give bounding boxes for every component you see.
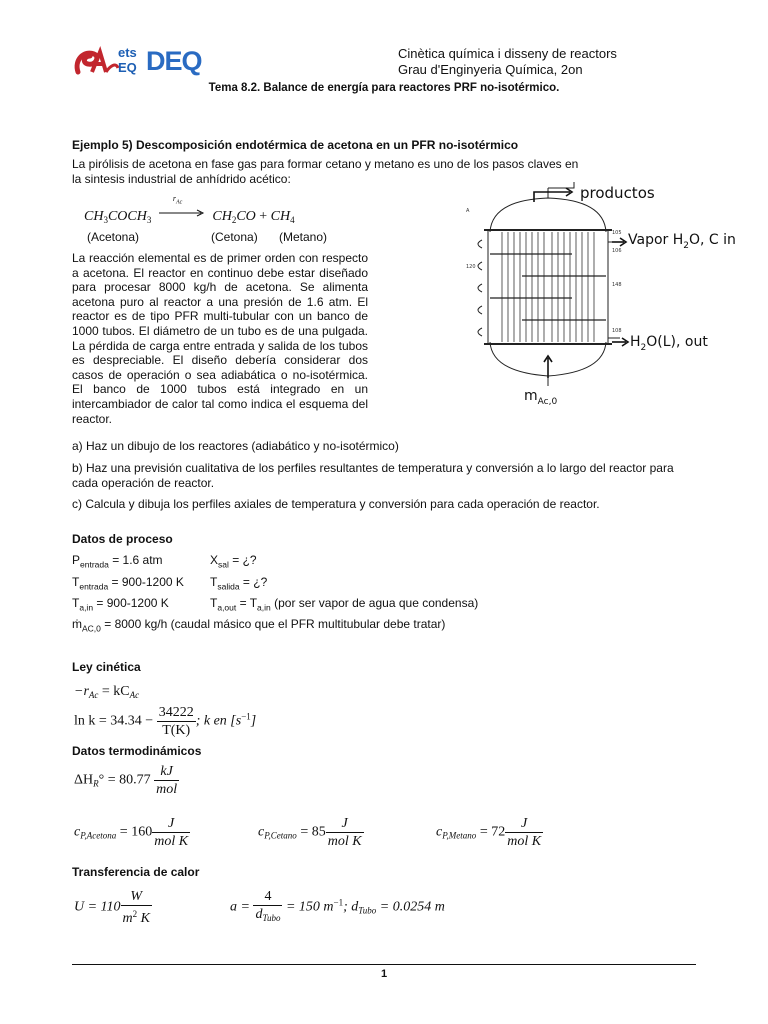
course-info bbox=[398, 46, 617, 78]
cp-cetano-den: mol K bbox=[327, 834, 362, 849]
label-feed-text: m bbox=[524, 388, 538, 404]
name-acetona: (Acetona) bbox=[87, 230, 140, 244]
product-1-sub: 2 bbox=[231, 215, 237, 225]
cp-metano bbox=[436, 815, 543, 850]
name-cetona: (Cetona) bbox=[211, 230, 258, 244]
cp-acetona-fraction bbox=[152, 815, 190, 850]
rate-law bbox=[74, 684, 139, 700]
cp-metano-den: mol K bbox=[507, 834, 542, 849]
t-salida-val: = ¿? bbox=[239, 575, 268, 589]
question-a: a) Haz un dibujo de los reactores (adiabático y no-isotérmico) bbox=[72, 439, 399, 453]
description-paragraph: La reacción elemental es de primer orden con respecto a acetona. El reactor en continuo debe estar diseñado para procesar 8000 kg/h de acetona. Se alimenta acetona puro al reactor a una presión de 1.6 atm. El reactor es de tipo PFR multi-tubular con un banco de 1000 tubos. El diámetro de un tubo es de una pulgada. La pérdida de carga entre entrada y salida de los tubos es despreciable. El diseño debería considerar dos casos de operación o sea adiabática o no-isotérmica. El banco de 1000 tubos está integrado en un intercambiador de calor tal como indica el esquema del reactor. bbox=[72, 251, 368, 426]
a-num: 4 bbox=[253, 888, 282, 906]
dh-lhs: ΔH bbox=[74, 772, 94, 788]
rate-rhs-sub: Ac bbox=[129, 690, 140, 700]
reaction-arrow bbox=[159, 194, 205, 220]
u-den bbox=[121, 906, 152, 927]
x-sal bbox=[210, 553, 257, 572]
a-den-sub: Tubo bbox=[262, 913, 281, 923]
label-vapor-in-end: O, C in bbox=[689, 232, 736, 248]
ta-in-sub: a,in bbox=[79, 602, 94, 613]
dh-num: kJ bbox=[154, 763, 179, 781]
ta-out bbox=[210, 596, 478, 615]
process-data-title: Datos de proceso bbox=[72, 532, 173, 546]
rate-rhs: = kC bbox=[98, 684, 130, 699]
cp-metano-val: = 72 bbox=[476, 824, 506, 840]
u-num: W bbox=[121, 888, 152, 906]
cp-cetano-num: J bbox=[326, 815, 364, 833]
intro-line-1: La pirólisis de acetona en fase gas para formar cetano y metano es uno de los pasos claves en bbox=[72, 157, 579, 171]
arrow-label: r bbox=[172, 194, 176, 203]
label-feed-sub: Ac,0 bbox=[537, 396, 558, 407]
u-fraction bbox=[121, 888, 152, 927]
label-water-out-sub: 2 bbox=[640, 342, 647, 353]
svg-text:106: 106 bbox=[612, 248, 622, 254]
kinetics-title: Ley cinética bbox=[72, 660, 141, 674]
d-sub: Tubo bbox=[358, 905, 377, 916]
school-logo bbox=[70, 42, 230, 82]
d-lhs: ; d bbox=[343, 899, 359, 915]
p-entrada-sub: entrada bbox=[80, 559, 109, 570]
cp-acetona-sub: P,Acetona bbox=[80, 830, 117, 841]
cp-metano-fraction bbox=[505, 815, 543, 850]
ta-out-mid: = T bbox=[236, 596, 258, 610]
x-sal-sub: sal bbox=[218, 559, 229, 570]
arrow-label-sub: Ac bbox=[175, 199, 183, 206]
u-den-sup: 2 bbox=[132, 909, 138, 919]
cp-cetano-val: = 85 bbox=[296, 824, 326, 840]
lnk-units: ; k en [s bbox=[195, 713, 242, 729]
product-2-sub: 4 bbox=[290, 215, 295, 225]
mass-flow bbox=[72, 617, 445, 636]
t-entrada-sym: T bbox=[72, 575, 80, 589]
cp-metano-sub: P,Metano bbox=[442, 830, 477, 841]
reactant: CH bbox=[84, 209, 104, 224]
question-c: c) Calcula y dibuja los perfiles axiales de temperatura y conversión para cada operación de reactor. bbox=[72, 497, 600, 511]
arrow-icon bbox=[159, 208, 205, 218]
cp-acetona bbox=[74, 815, 190, 850]
question-b: b) Haz una previsión cualitativa de los perfiles resultantes de temperatura y conversión a lo largo del reactor para cada operación de reactor. bbox=[72, 461, 674, 490]
cp-cetano bbox=[258, 815, 364, 850]
product-1-end: CO bbox=[236, 209, 256, 224]
example-title: Ejemplo 5) Descomposición endotérmica de acetona en un PFR no-isotérmico bbox=[72, 138, 519, 152]
t-entrada bbox=[72, 575, 184, 594]
label-feed bbox=[524, 388, 557, 407]
x-sal-sym: X bbox=[210, 553, 219, 567]
ta-out-sub: a,out bbox=[217, 602, 237, 613]
reactant-mid: COCH bbox=[107, 209, 147, 224]
u-lhs: U = 110 bbox=[74, 899, 121, 915]
u-den-end: K bbox=[137, 911, 150, 926]
a-val: = 150 m bbox=[285, 899, 334, 915]
t-salida-sub: salida bbox=[217, 581, 240, 592]
course-line-2: Grau d'Enginyeria Química, 2on bbox=[398, 62, 583, 77]
cp-acetona-num: J bbox=[152, 815, 190, 833]
u-equation bbox=[74, 888, 152, 927]
a-fraction bbox=[253, 888, 282, 927]
rate-lhs-sub: Ac bbox=[88, 690, 99, 700]
dh-den: mol bbox=[156, 782, 178, 797]
ta-in-sym: T bbox=[72, 596, 80, 610]
thermo-title: Datos termodinámicos bbox=[72, 744, 202, 758]
logo-mark-icon bbox=[70, 42, 120, 82]
logo-eq: EQ bbox=[118, 60, 137, 75]
ta-out-val: (por ser vapor de agua que condensa) bbox=[270, 596, 479, 610]
dh-sub: R bbox=[93, 778, 99, 789]
topic-title: Tema 8.2. Balance de energía para reactores PRF no-isotérmico. bbox=[208, 82, 560, 94]
svg-text:A: A bbox=[466, 208, 470, 214]
lnk-lhs: ln k = 34.34 − bbox=[74, 713, 154, 729]
logo-ets: ets bbox=[118, 45, 137, 60]
svg-text:105: 105 bbox=[612, 230, 622, 236]
label-water-out bbox=[630, 334, 708, 353]
label-water-out-text: H bbox=[630, 334, 641, 350]
svg-text:108: 108 bbox=[612, 328, 622, 334]
cp-metano-num: J bbox=[505, 815, 543, 833]
mass-flow-val: = 8000 kg/h (caudal másico que el PFR multitubular debe tratar) bbox=[100, 617, 446, 631]
reactor-diagram-icon bbox=[462, 182, 702, 412]
p-entrada-val: = 1.6 atm bbox=[108, 553, 163, 567]
reactant-sub-2: 3 bbox=[146, 215, 152, 225]
t-entrada-val: = 900-1200 K bbox=[108, 575, 184, 589]
ta-out-sub2: a,in bbox=[257, 602, 271, 613]
cp-acetona-sym: c bbox=[74, 824, 81, 840]
a-den-d: d bbox=[255, 907, 263, 922]
course-line-1: Cinètica química i disseny de reactors bbox=[398, 46, 617, 61]
footer-rule bbox=[72, 964, 696, 965]
reactant-sub-1: 3 bbox=[103, 215, 108, 225]
reaction-equation bbox=[84, 194, 295, 225]
cp-acetona-val: = 160 bbox=[116, 824, 153, 840]
arrhenius-equation bbox=[74, 704, 256, 739]
rate-lhs: −r bbox=[74, 684, 89, 699]
lnk-num: 34222 bbox=[158, 705, 194, 720]
cp-acetona-den: mol K bbox=[154, 834, 189, 849]
lnk-den: T(K) bbox=[162, 723, 191, 738]
mass-flow-sym: ṁ bbox=[72, 617, 82, 631]
a-lhs: a = bbox=[230, 899, 250, 915]
svg-text:120: 120 bbox=[466, 264, 476, 270]
p-entrada bbox=[72, 553, 163, 572]
heat-transfer-title: Transferencia de calor bbox=[72, 865, 200, 879]
d-val: = 0.0254 m bbox=[376, 899, 445, 915]
cp-metano-sym: c bbox=[436, 824, 443, 840]
a-den bbox=[253, 906, 282, 927]
enthalpy-equation bbox=[74, 763, 179, 798]
page-number: 1 bbox=[380, 968, 388, 980]
t-entrada-sub: entrada bbox=[79, 581, 109, 592]
lnk-units-sup: −1 bbox=[241, 711, 251, 722]
u-den-m: m bbox=[122, 911, 133, 926]
reactor-figure bbox=[462, 182, 736, 412]
product-2: CH bbox=[270, 209, 291, 224]
label-vapor-in bbox=[628, 232, 736, 251]
cp-cetano-fraction bbox=[326, 815, 364, 850]
ta-in-val: = 900-1200 K bbox=[93, 596, 169, 610]
dh-val: ° = 80.77 bbox=[98, 772, 151, 788]
x-sal-val: = ¿? bbox=[228, 553, 257, 567]
mass-flow-sub: AC,0 bbox=[82, 623, 101, 634]
p-entrada-sym: P bbox=[72, 553, 81, 567]
a-val-sup: −1 bbox=[333, 897, 344, 908]
intro-line-2: la sintesis industrial de anhídrido acético: bbox=[72, 172, 291, 186]
ta-out-sym: T bbox=[210, 596, 218, 610]
name-metano: (Metano) bbox=[279, 230, 328, 244]
plus-sign: + bbox=[259, 209, 268, 224]
cp-cetano-sub: P,Cetano bbox=[264, 830, 297, 841]
dh-fraction bbox=[154, 763, 179, 798]
label-water-out-end: O(L), out bbox=[646, 334, 708, 350]
a-equation bbox=[230, 888, 445, 927]
lnk-fraction bbox=[157, 704, 196, 739]
t-salida-sym: T bbox=[210, 575, 218, 589]
t-salida bbox=[210, 575, 267, 594]
ta-in bbox=[72, 596, 169, 615]
logo-deq: DEQ bbox=[146, 46, 202, 76]
svg-text:148: 148 bbox=[612, 282, 622, 288]
label-productos: productos bbox=[580, 184, 655, 202]
product-1: CH bbox=[212, 209, 232, 224]
cp-cetano-sym: c bbox=[258, 824, 265, 840]
label-vapor-in-text: Vapor H bbox=[628, 232, 684, 248]
lnk-units-end: ] bbox=[250, 713, 257, 729]
label-vapor-in-sub: 2 bbox=[683, 240, 689, 251]
